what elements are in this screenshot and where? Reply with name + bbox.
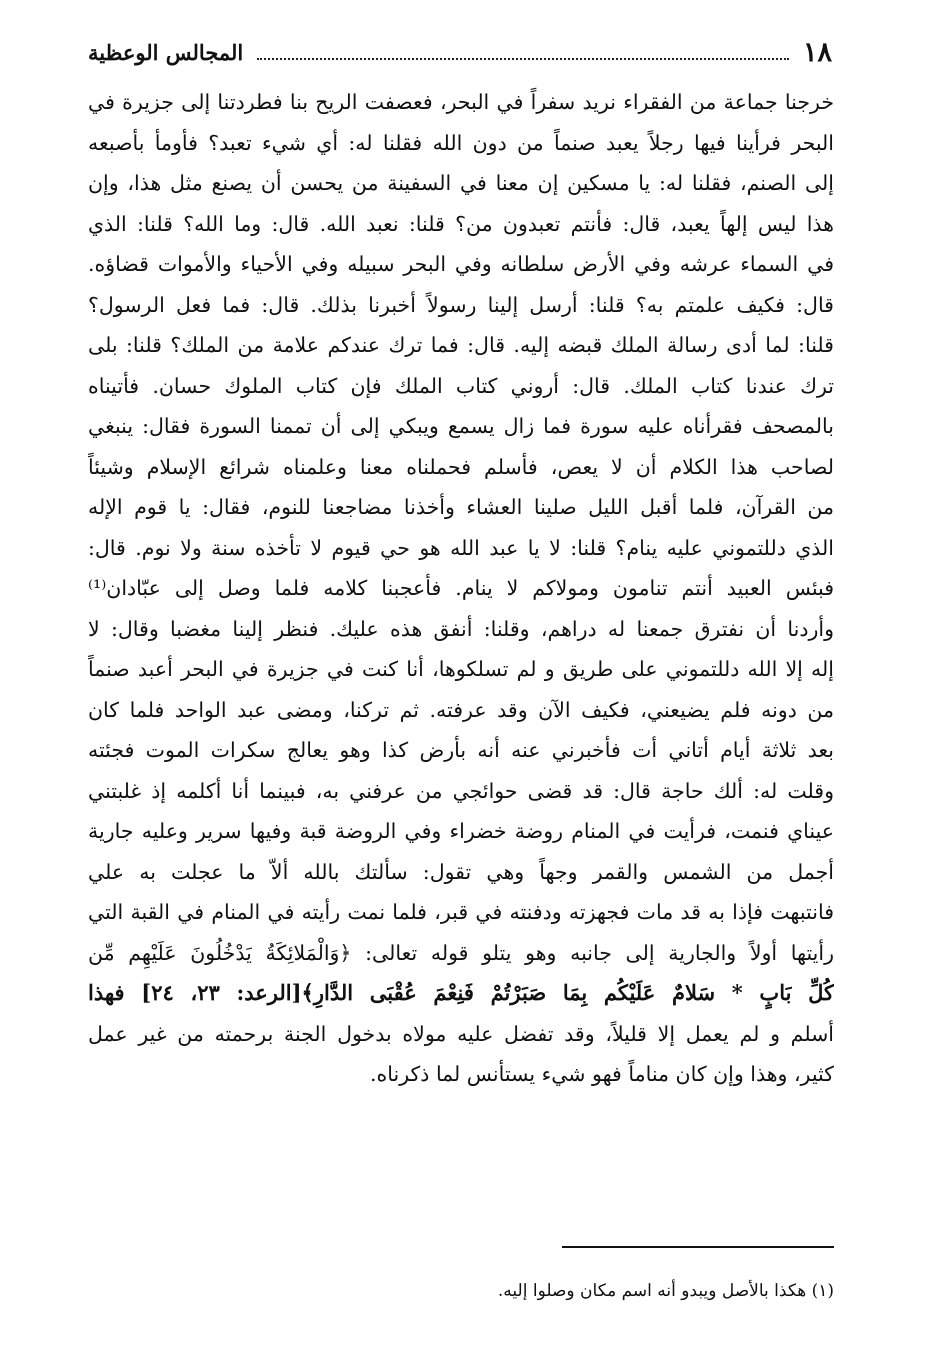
body-line: الذي دللتموني عليه ينام؟ قلنا: لا يا عبد الله هو حي قيوم لا تأخذه سنة ولا نوم. قال: bbox=[88, 535, 834, 560]
body-line: بالمصحف فقرأناه عليه سورة فما زال يسمع ويبكي إلى أن تممنا السورة فقال: ينبغي bbox=[88, 414, 834, 438]
body-line: هذا ليس إلهاً يعبد، قال: فأنتم تعبدون من؟ قلنا: نعبد الله. قال: وما الله؟ قلنا: الذي bbox=[88, 211, 834, 236]
quran-verse-line: كُلِّ بَابٍ * سَلامٌ عَلَيْكُم بِمَا صَبَرْتُمْ فَنِعْمَ عُقْبَى الدَّارِ﴾[الرعد: ٢٣، ٢٤] فهذا bbox=[88, 980, 834, 1005]
body-line: قال: فكيف علمتم به؟ قلنا: أرسل إلينا رسولاً أخبرنا بذلك. قال: فما فعل الرسول؟ bbox=[88, 292, 834, 317]
body-line: ترك عندنا كتاب الملك. قال: أروني كتاب الملك فإن كتاب الملوك حسان. فأتيناه bbox=[88, 373, 834, 398]
body-line: فانتبهت فإذا به قد مات فجهزته ودفنته في قبر، فلما نمت رأيته في المنام في القبة التي bbox=[88, 900, 834, 924]
body-text bbox=[88, 82, 834, 1095]
body-line-last: كثير، وهذا وإن كان مناماً فهو شيء يستأنس لما ذكرناه. bbox=[370, 1062, 834, 1086]
body-line: في السماء عرشه وفي الأرض سلطانه وفي البحر سبيله وفي الأحياء والأموات قضاؤه. bbox=[88, 252, 834, 276]
body-line: وقلت له: ألك حاجة قال: قد قضى حوائجي من عرفني به، فبينما أنا أكلمه إذ غلبتني bbox=[88, 778, 834, 803]
body-line: قلنا: لما أدى رسالة الملك قبضه إليه. قال: فما ترك عندكم علامة من الملك؟ قلنا: بلى bbox=[88, 333, 834, 357]
running-title: المجالس الوعظية bbox=[88, 39, 244, 65]
footnote: (١) هكذا بالأصل ويبدو أنه اسم مكان وصلوا إليه. bbox=[497, 1281, 834, 1301]
body-line: إلى الصنم، فقلنا له: يا مسكين إن معنا في السفينة من يحسن أن يصنع مثل هذا، وإن bbox=[88, 171, 834, 195]
body-line: إله إلا الله دللتموني على طريق و لم تسلكوها، أنا كنت في جزيرة في البحر أعبد صنماً bbox=[88, 657, 834, 681]
body-line: لصاحب هذا الكلام أن لا يعص، فأسلم فحملناه معنا وعلمناه شرائع الإسلام وشيئاً bbox=[88, 454, 834, 479]
footnote-separator bbox=[562, 1246, 834, 1248]
body-line: من دونه فلم يضيعني، فكيف الآن وقد عرفته. ثم تركنا، ومضى عبد الواحد فلما كان bbox=[88, 697, 834, 722]
body-line: أجمل من الشمس والقمر وجهاً وهي تقول: سألتك بالله ألاّ ما عجلت به علي bbox=[88, 859, 834, 884]
body-line: خرجنا جماعة من الفقراء نريد سفراً في البحر، فعصفت الريح بنا فطردتنا إلى جزيرة في bbox=[88, 90, 834, 114]
body-line: عيناي فنمت، فرأيت في المنام روضة خضراء وفي الروضة قبة وفيها سرير وعليه جارية bbox=[88, 819, 834, 843]
body-line: بعد ثلاثة أيام أتاني أت فأخبرني عنه أنه بأرض كذا وهو يعالج سكرات الموت فجئته bbox=[88, 738, 834, 762]
body-line: من القرآن، فلما أقبل الليل صلينا العشاء وأخذنا مضاجعنا للنوم، فقال: يا قوم الإله bbox=[88, 495, 834, 519]
body-line: البحر فرأينا فيها رجلاً يعبد صنماً من دون الله فقلنا له: أي شيء تعبد؟ فأومأ بأصبعه bbox=[88, 130, 834, 155]
page-header bbox=[88, 30, 832, 74]
body-line: وأردنا أن نفترق جمعنا له دراهم، وقلنا: أنفق هذه عليك. فنظر إلينا مغضبا وقال: لا bbox=[88, 616, 834, 641]
header-dotted-leader bbox=[257, 57, 789, 60]
body-line: فبئس العبيد أنتم تنامون ومولاكم لا ينام. فأعجبنا كلامه فلما وصل إلى عبّادان⁽¹⁾ bbox=[88, 576, 834, 600]
body-line-quran: رأيتها أولاً والجارية إلى جانبه وهو يتلو قوله تعالى: ﴿وَالْمَلائِكَةُ يَدْخُلُونَ عَلَيْهِم مِّن bbox=[88, 940, 834, 965]
body-line: أسلم و لم يعمل إلا قليلاً، وقد تفضل عليه مولاه بدخول الجنة برحمته من غير عمل bbox=[88, 1021, 834, 1046]
page-number: ١٨ bbox=[802, 36, 832, 68]
